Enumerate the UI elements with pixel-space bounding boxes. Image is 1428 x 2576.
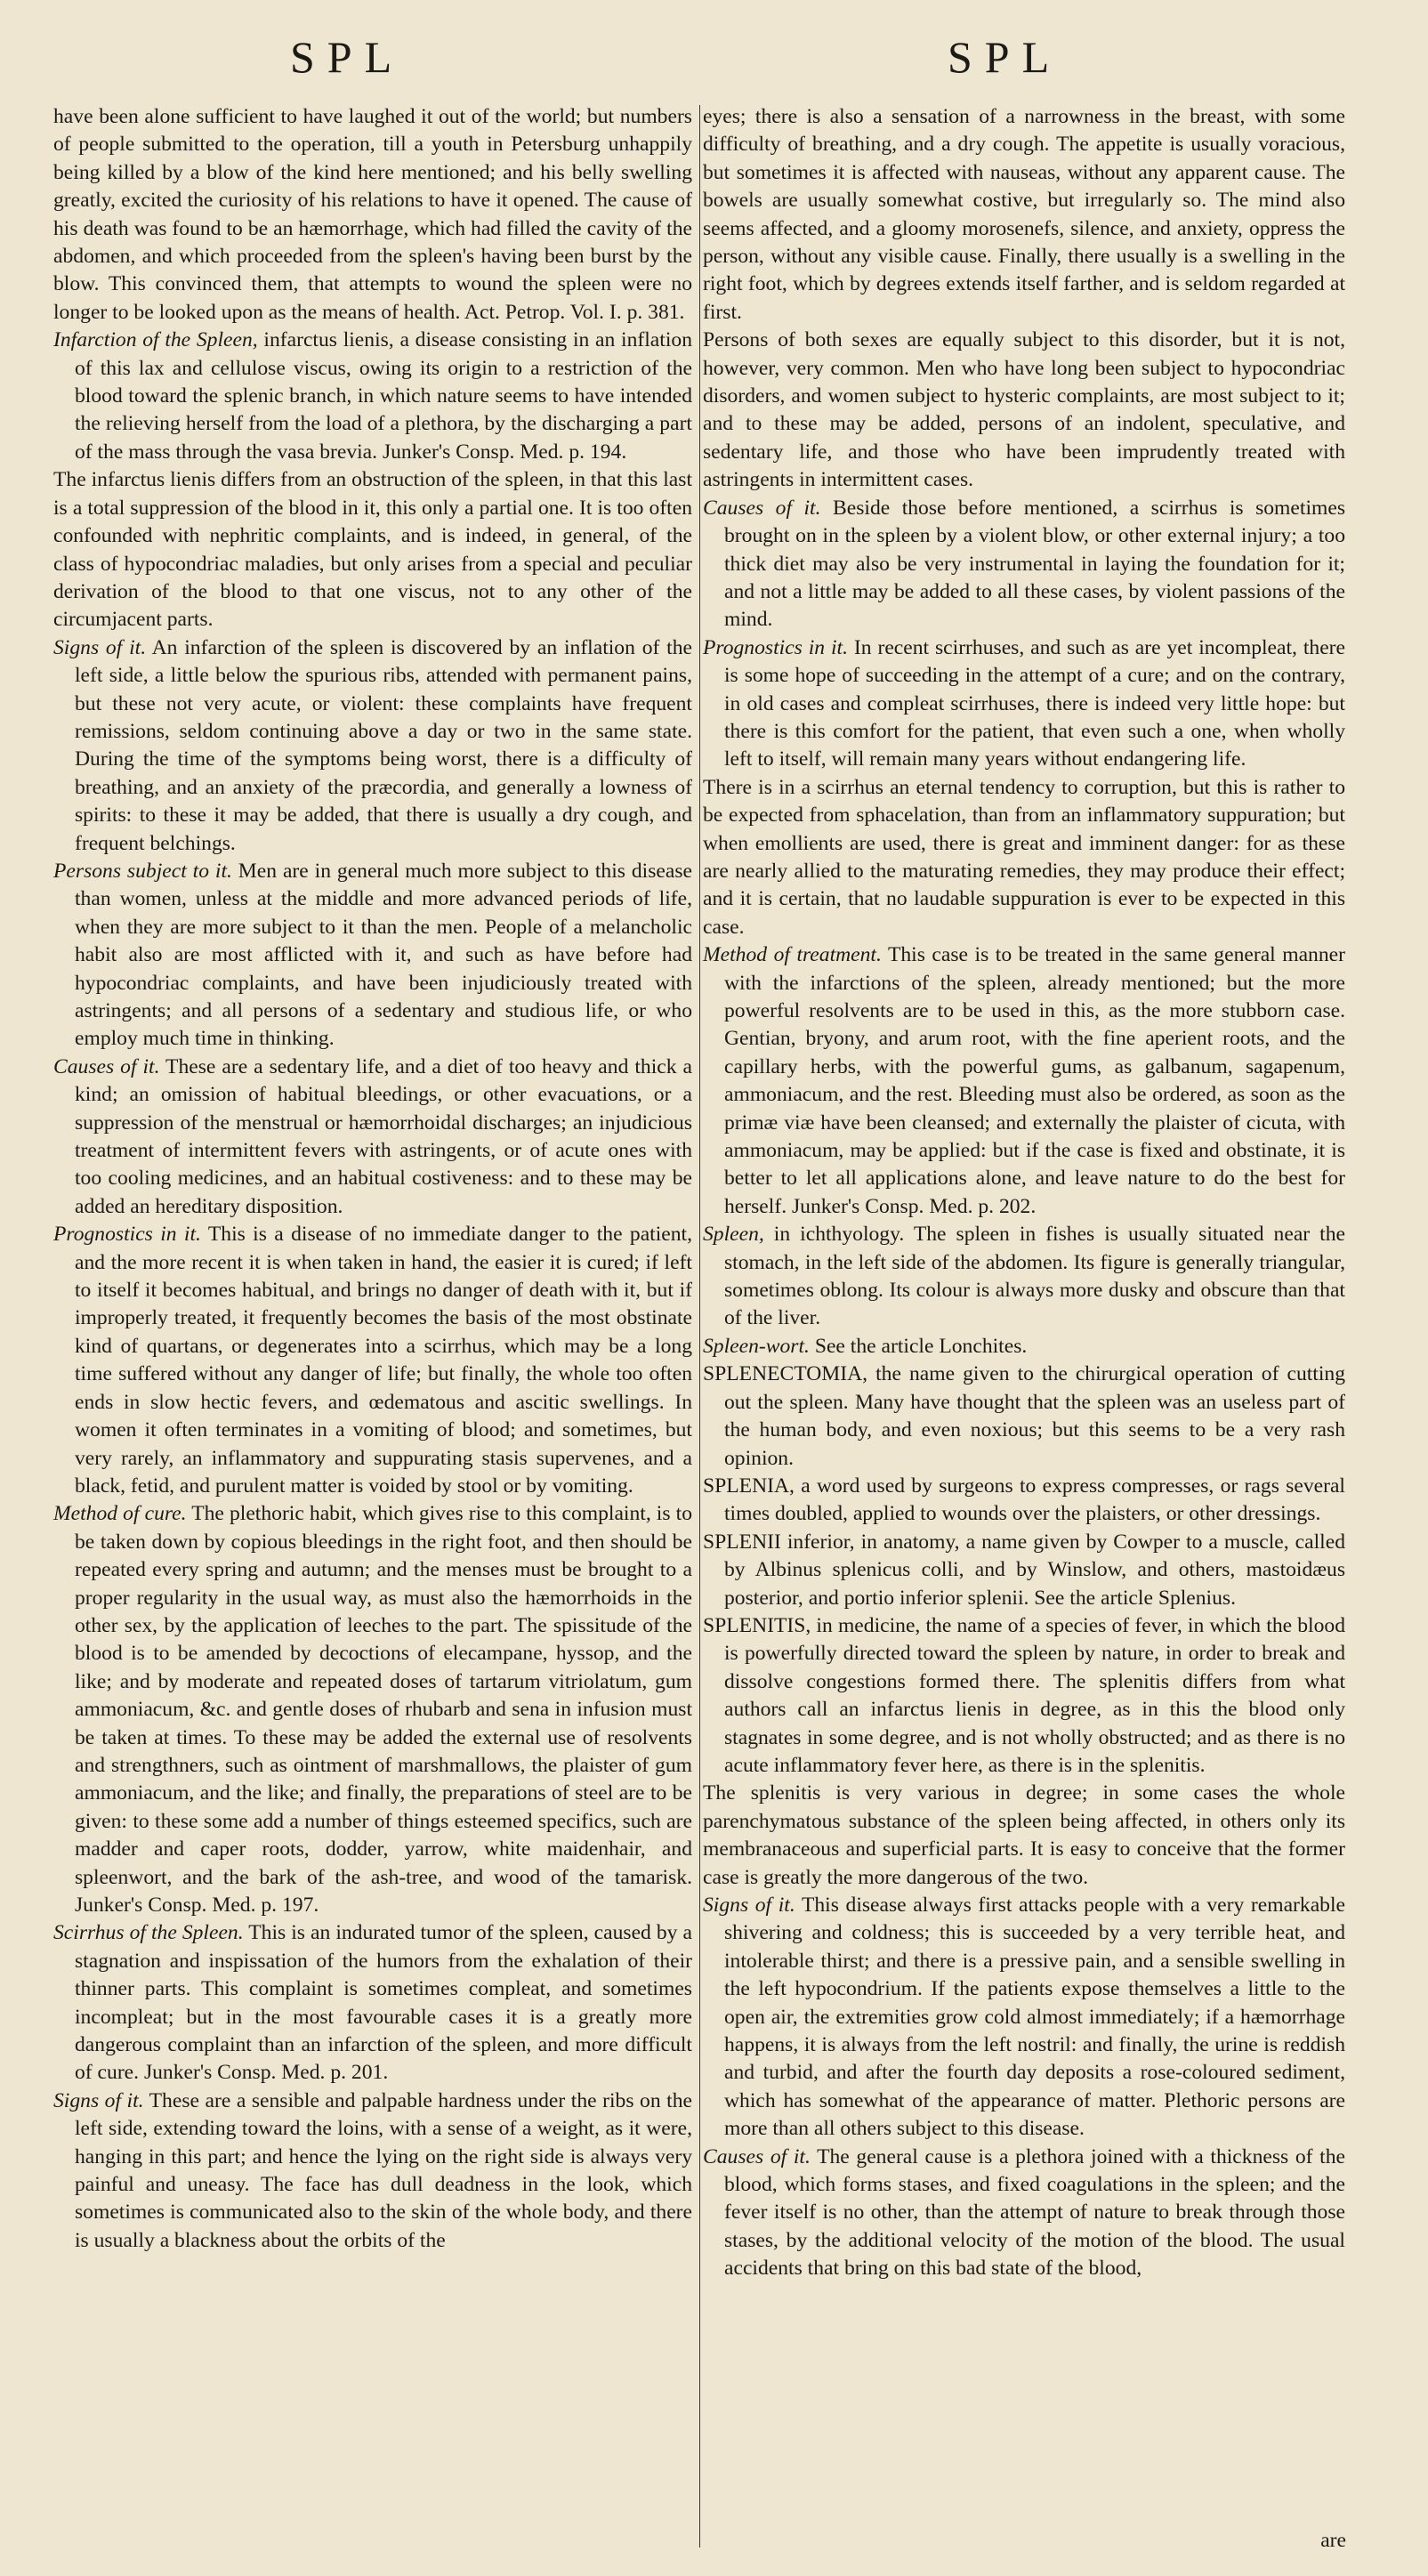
left-column bbox=[53, 103, 692, 2255]
dictionary-entry bbox=[703, 495, 1345, 634]
paragraph bbox=[703, 1780, 1345, 1892]
dictionary-entry bbox=[53, 858, 692, 1054]
entry-text: An infarction of the spleen is discovered by an inflation of the left side, a little below the spurious ribs, attended with permanent pains, but these not very acute, or violent: these complaints have frequent remissions, seldom continuing above a day or two in the same state. During the time of the symptoms being worst, there is a difficulty of breathing, and an anxiety of the præcordia, and generally a lowness of spirits: to these it may be added, that there is usually a dry cough, and frequent belchings. bbox=[75, 635, 692, 855]
entry-text: Beside those before mentioned, a scirrhus is sometimes brought on in the spleen by a violent blow, or other external injury; a too thick diet may also be very instrumental in laying the foundation for it; and not a little may be added to all these cases, by violent passions of the mind. bbox=[724, 496, 1346, 632]
entry-text: These are a sedentary life, and a diet of too heavy and thick a kind; an omission of habitual bleedings, or other evacuations, or a suppression of the menstrual or hæmorrhoidal discharges; an injudicious treatment of intermittent fevers with astringents, or of acute ones with too cooling medicines, and an habitual costiveness: and to these may be added an hereditary disposition. bbox=[75, 1054, 692, 1218]
dictionary-entry bbox=[703, 634, 1345, 774]
paragraph bbox=[53, 466, 692, 634]
entry-heading: SPLENII inferior, bbox=[703, 1530, 855, 1554]
entry-text: in anatomy, a name given by Cowper to a muscle, called by Albinus splenicus colli, and by Winslow, and others, mastoidæus posterior, and portio inferior splenii. See the article Splenius. bbox=[724, 1530, 1346, 1610]
paragraph bbox=[703, 103, 1345, 327]
dictionary-entry bbox=[703, 1612, 1345, 1780]
entry-heading: Spleen-wort. bbox=[703, 1334, 810, 1358]
dictionary-entry bbox=[703, 1333, 1345, 1361]
dictionary-entry bbox=[53, 1500, 692, 1919]
entry-text: in medicine, the name of a species of fever, in which the blood is powerfully directed toward the spleen by nature, in order to break and dissolve congestions formed there. The splenitis differs from what authors call an infarctus lienis in degree, as in this the blood only stagnates in some degree, and is not wholly obstructed; and as there is no acute inflammatory fever here, as there is in the splenitis. bbox=[724, 1613, 1345, 1777]
entry-text: The splenitis is very various in degree; in some cases the whole parenchymatous substance of the spleen being affected, in others only its membranaceous and superficial parts. It is easy to conceive that the former case is greatly the more dangerous of the two. bbox=[703, 1781, 1345, 1889]
entry-heading: Causes of it. bbox=[53, 1054, 160, 1078]
entry-text: This case is to be treated in the same general manner with the infarctions of the spleen, already mentioned; but the more powerful resolvents are to be used in this, as the more stubborn case. Gentian, bryony, and arum root, with the fine aperient roots, and the capillary herbs, with the powerful gums, as galbanum, sagapenum, ammoniacum, and the rest. Bleeding must also be ordered, as soon as the primæ viæ have been cleansed; and externally the plaister of cicuta, with ammoniacum, may be applied: but if the case is fixed and obstinate, it is better to let all applications alone, and leave nature to do the best for herself. Junker's Consp. Med. p. 202. bbox=[724, 943, 1345, 1218]
entry-text: infarctus lienis, a disease consisting in an inflation of this lax and cellulose viscus, owing its origin to a restriction of the blood toward the splenic branch, in which nature seems to have intended the relieving herself from the load of a plethora, by the discharging a part of the mass through the vasa brevia. Junker's Consp. Med. p. 194. bbox=[75, 328, 692, 464]
paragraph bbox=[703, 774, 1345, 941]
entry-heading: Method of cure. bbox=[53, 1502, 187, 1526]
entry-heading: Persons subject to it. bbox=[53, 859, 232, 883]
catchword: are bbox=[1320, 2529, 1346, 2552]
entry-text: This is a disease of no immediate danger to the patient, and the more recent it is when taken in hand, the easier it is cured; if left to itself it becomes habitual, and brings no danger of death with it, but if improperly treated, it frequently becomes the basis of the most obstinate kind of quartans, or degenerates into a scirrhus, which may be a long time suffered without any danger of life; but finally, the whole too often ends in slow hectic fevers, and œdematous and ascitic swellings. In women it often terminates in a vomiting of blood; and sometimes, but very rarely, an inflammatory and suppurating stasis supervenes, and a black, fetid, and purulent matter is voided by stool or by vomiting. bbox=[75, 1223, 693, 1498]
entry-text: a word used by surgeons to express compresses, or rags several times doubled, applied to wounds over the plaisters, or other dressings. bbox=[724, 1474, 1345, 1526]
entry-heading: Prognostics in it. bbox=[703, 635, 849, 659]
entry-heading: SPLENIA, bbox=[703, 1474, 795, 1498]
entry-text: have been alone sufficient to have laughed it out of the world; but numbers of people submitted to the operation, till a youth in Petersburg unhappily being killed by a blow of the kind here mentioned; and his belly swelling greatly, excited the curiosity of his relations to have it opened. The cause of his death was found to be an hæmorrhage, which had filled the cavity of the abdomen, and which proceeded from the spleen's having been burst by the blow. This convinced them, that attempts to wound the spleen were no longer to be looked upon as the means of health. Act. Petrop. Vol. I. p. 381. bbox=[53, 105, 692, 324]
running-head-right: SPL bbox=[948, 32, 1062, 82]
entry-heading: Signs of it. bbox=[53, 2088, 144, 2112]
entry-text: Men are in general much more subject to this disease than women, unless at the middle and more advanced periods of life, when they are more subject to it than the men. People of a melancholic habit also are most afflicted with it, and such as have before had hypocondriac complaints, and have been injudiciously treated with astringents; and all persons of a sedentary and studious life, or who employ much time in thinking. bbox=[75, 859, 692, 1051]
dictionary-entry bbox=[703, 2144, 1345, 2283]
right-column bbox=[703, 103, 1345, 2283]
dictionary-entry bbox=[703, 1529, 1345, 1612]
paragraph bbox=[53, 103, 692, 327]
dictionary-entry bbox=[703, 1361, 1345, 1473]
dictionary-entry bbox=[703, 1473, 1345, 1529]
dictionary-entry bbox=[53, 634, 692, 858]
column-divider bbox=[699, 105, 700, 2548]
entry-heading: Scirrhus of the Spleen. bbox=[53, 1921, 244, 1945]
entry-heading: Prognostics in it. bbox=[53, 1223, 201, 1247]
entry-text: These are a sensible and palpable hardness under the ribs on the left side, extending toward the loins, with a sense of a weight, as it were, hanging in this part; and hence the lying on the right side is always very painful and uneasy. The face has dull deadness in the look, which sometimes is communicated also to the skin of the whole body, and there is usually a blackness about the orbits of the bbox=[75, 2088, 692, 2252]
entry-heading: Causes of it. bbox=[703, 2144, 811, 2168]
dictionary-entry bbox=[53, 1919, 692, 2087]
dictionary-entry bbox=[703, 941, 1345, 1221]
entry-text: The general cause is a plethora joined with a thickness of the blood, which forms stases, and fixed coagulations in the spleen; and the fever itself is no other, than the attempt of nature to break through those stases, by the additional velocity of the motion of the blood. The usual accidents that bring on this bad state of the blood, bbox=[724, 2144, 1345, 2281]
entry-text: the name given to the chirurgical operation of cutting out the spleen. Many have thought that the spleen was an useless part of the human body, and even noxious; but this seems to be a very rash opinion. bbox=[724, 1362, 1345, 1470]
running-head-left: SPL bbox=[290, 32, 405, 82]
dictionary-entry bbox=[53, 2087, 692, 2255]
entry-text: eyes; there is also a sensation of a narrowness in the breast, with some difficulty of breathing, and a dry cough. The appetite is usually voracious, but sometimes it is affected with nauseas, without any apparent cause. The bowels are usually somewhat costive, but irregularly so. The mind also seems affected, and a gloomy morosenefs, silence, and anxiety, oppress the person, without any visible cause. Finally, there usually is a swelling in the right foot, which by degrees extends itself farther, and is seldom regarded at first. bbox=[703, 105, 1345, 324]
paragraph bbox=[703, 327, 1345, 494]
dictionary-entry bbox=[53, 1221, 692, 1500]
entry-text: The plethoric habit, which gives rise to this complaint, is to be taken down by copious bleedings in the right foot, and then should be repeated every spring and autumn; and the menses must be brought to a proper regularity in the usual way, as must also the hæmorrhoids in the other sex, by the application of leeches to the part. The spissitude of the blood is to be amended by decoctions of elecampane, hyssop, and the like; and by moderate and repeated doses of tartarum vitriolatum, gum ammoniacum, &c. and gentle doses of rhubarb and sena in infusion must be taken at times. To these may be added the external use of resolvents and strengthners, such as ointment of marshmallows, the plaister of gum ammoniacum, and the like; and finally, the preparations of steel are to be given: to these some add a number of things esteemed specifics, such are madder and caper roots, dodder, yarrow, white maidenhair, and spleenwort, and the bark of the ash-tree, and wood of the tamarisk. Junker's Consp. Med. p. 197. bbox=[75, 1502, 692, 1917]
entry-heading: Method of treatment. bbox=[703, 943, 882, 967]
entry-heading: Causes of it. bbox=[703, 496, 821, 520]
entry-text: In recent scirrhuses, and such as are yet incompleat, there is some hope of succeeding in the attempt of a cure; and on the contrary, in old cases and compleat scirrhuses, there is indeed very little hope: but there is this comfort for the patient, that even such a one, when wholly left to itself, will remain many years without endangering life. bbox=[724, 635, 1345, 771]
entry-text: This disease always first attacks people with a very remarkable shivering and coldness; this is succeeded by a very terrible heat, and intolerable thirst; and there is a pressive pain, and a sensible swelling in the left hypocondrium. If the patients expose themselves a little to the open air, the extremities grow cold almost immediately; if a hæmorrhage happens, it is always from the left nostril: and finally, the urine is reddish and turbid, and after the fourth day deposits a rose-coloured sediment, which has somewhat of the appearance of matter. Plethoric persons are more than all others subject to this disease. bbox=[724, 1894, 1345, 2141]
dictionary-entry bbox=[703, 1892, 1345, 2144]
entry-text: There is in a scirrhus an eternal tendency to corruption, but this is rather to be expected from sphacelation, than from an inflammatory suppuration; but when emollients are used, there is great and imminent danger: for as these are nearly allied to the maturating remedies, they may produce their effect; and it is certain, that no laudable suppuration is ever to be expected in this case. bbox=[703, 775, 1345, 939]
entry-heading: Spleen, bbox=[703, 1223, 764, 1247]
entry-heading: Infarction of the Spleen, bbox=[53, 328, 258, 352]
dictionary-entry bbox=[703, 1221, 1345, 1333]
dictionary-entry bbox=[53, 1054, 692, 1221]
entry-text: The infarctus lienis differs from an obstruction of the spleen, in that this last is a total suppression of the blood in it, this only a partial one. It is too often confounded with nephritic complaints, and is indeed, in general, of the class of hypocondriac maladies, but only arises from a special and peculiar derivation of the blood to that one viscus, not to any other of the circumjacent parts. bbox=[53, 468, 692, 632]
entry-heading: Signs of it. bbox=[53, 635, 147, 659]
entry-text: Persons of both sexes are equally subject to this disorder, but it is not, however, very common. Men who have long been subject to hypocondriac disorders, and women subject to hysteric complaints, are most subject to it; and to these may be added, persons of an indolent, speculative, and sedentary life, and those who have been imprudently treated with astringents in intermittent cases. bbox=[703, 328, 1345, 492]
entry-text: This is an indurated tumor of the spleen, caused by a stagnation and inspissation of the humors from the exhalation of their thinner parts. This complaint is sometimes compleat, and sometimes incompleat; but in the most favourable cases it is a greatly more dangerous complaint than an infarction of the spleen, and more difficult of cure. Junker's Consp. Med. p. 201. bbox=[75, 1921, 692, 2085]
entry-heading: SPLENITIS, bbox=[703, 1613, 811, 1637]
dictionary-entry bbox=[53, 327, 692, 466]
entry-heading: Signs of it. bbox=[703, 1894, 795, 1917]
entry-text: See the article Lonchites. bbox=[809, 1334, 1028, 1358]
entry-text: in ichthyology. The spleen in fishes is usually situated near the stomach, in the left side of the abdomen. Its figure is generally triangular, sometimes oblong. Its colour is always more dusky and obscure than that of the liver. bbox=[724, 1223, 1345, 1330]
entry-heading: SPLENECTOMIA, bbox=[703, 1362, 868, 1386]
